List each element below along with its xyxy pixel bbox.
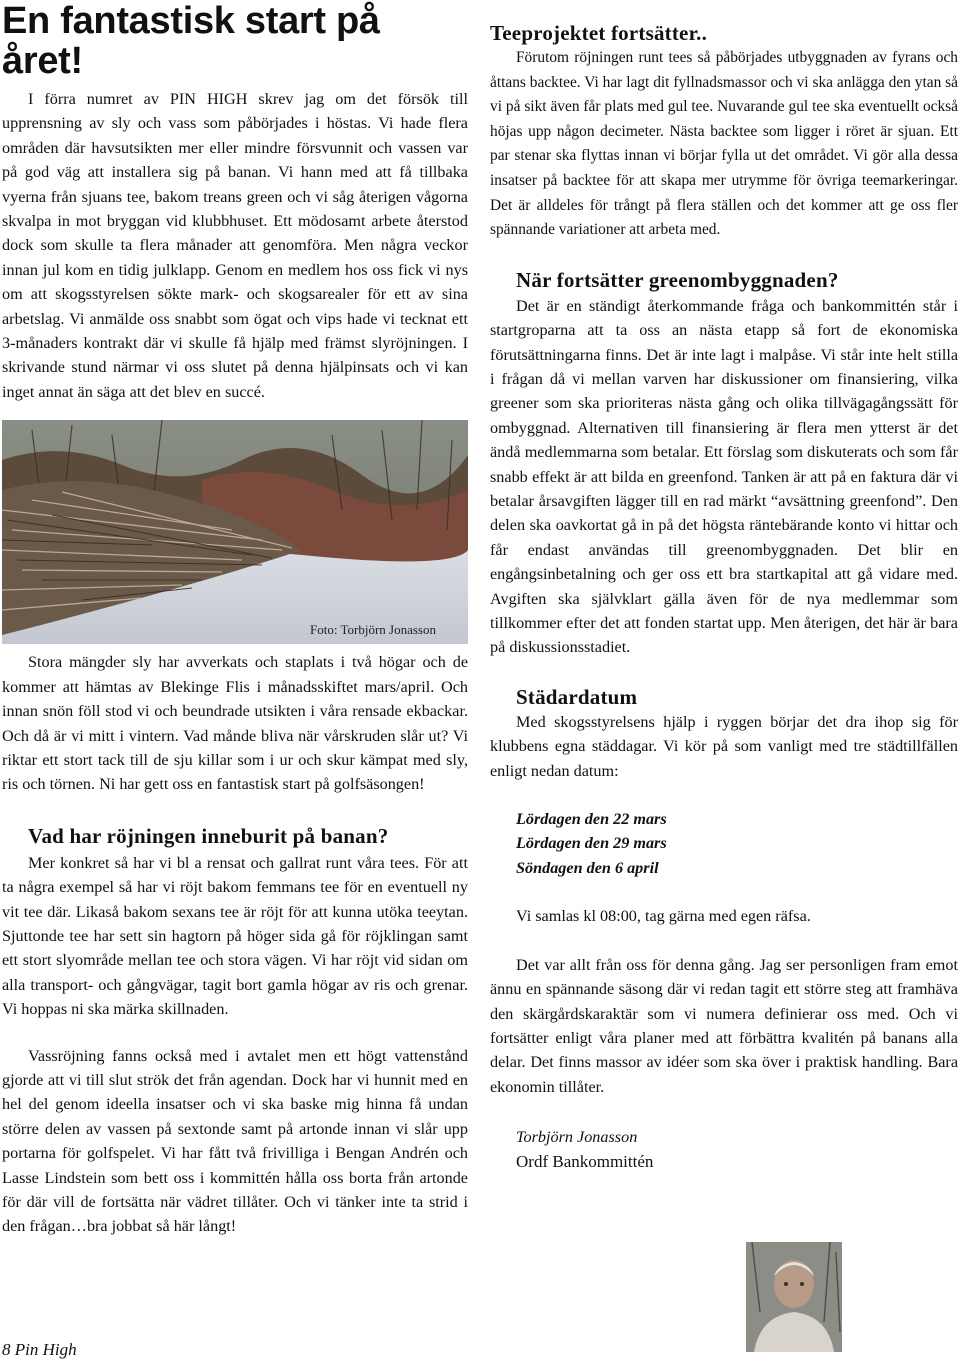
section-clearing-paragraph-1: Mer konkret så har vi bl a rensat och gallrat runt våra tees. För att ta några exempel så har vi röjt bakom femmans tee för en eventuell ny vit tee där. Likaså bakom sexans tee är röjt för att kunna utöka teeytan. Sjuttonde tee har sett sin hagtorn på höger sida gå för röjklingan samt ett stort slyområde mellan tee och stora vägen. Vi har röjt vid sidan om alla transport- och gångvägar, tagit bort gamla högar av ris och grenar. Vi hoppas ni ska märka skillnaden. bbox=[2, 853, 468, 1019]
closing-paragraph: Det var allt från oss för denna gång. Jag ser personligen fram emot ännu en spännande säsong där vi redan tagit ett större steg att framhäva den skärgårdskaraktär som vi numera definierar oss med. Och vi fortsätter enligt våra planer med att förbättra kvalitén på banans alla delar. Det finns massor av idéer som ska över i praktisk handling. Bara ekonomin tillåter. bbox=[490, 955, 958, 1096]
signature-block bbox=[490, 1125, 958, 1174]
section-tee-project-paragraph: Förutom röjningen runt tees så påbörjades utbyggnaden av fyrans och åttans backtee. Vi har lagt dit fyllnadsmassor och vi ska anlägga den ytan så vi på sikt även får plats med gul tee. Nuvarande gul tee ska eventuellt också höjas upp någon decimeter. Nästa backtee som ligger i röret är sjuan. Ett par stenar ska flyttas innan vi börjar fylla ut det området. Vi gör alla dessa insatser på backtee för att skapa mer utrymme för övriga teemarkeringar. Det är alldeles för trångt på flera ställen och det kommer att ge oss fler spännande variationer att arbeta med. bbox=[490, 49, 958, 239]
signature-title: Ordf Bankommittén bbox=[516, 1151, 654, 1171]
cleaning-date: Söndagen den 6 april bbox=[516, 858, 659, 877]
photo-credit: Foto: Torbjörn Jonasson bbox=[310, 622, 436, 638]
section-green-rebuild-paragraph: Det är en ständigt återkommande fråga och bankommittén står i startgroparna att ta oss an nästa etapp så fort de ekonomiska förutsättningarna finns. Det är inte lagt i malpåse. Vi står inte helt stilla i frågan då vi mellan varven har diskussioner om finansiering, vilka greener som ska prioriteras nästa gång och olika tillvägagångssätt för ombyggnad. Alternativen till finansiering är flera men ytterst är det ändå medlemmarna som betalar. Ett förslag som diskuterats och som får snabb effekt är att bilda en greenfond. Tanken är att på en faktura där vi betalar årsavgiften lägger till en rad märkt “avsättning greenfond”. Den delen ska oavkortat gå in på det högsta räntebärande konto vi hittar och får endast användas till greenombyggnaden. Det blir en engångsinbetalning och ger oss ett bra startkapital att gå vidare med. Avgiften ska självklart gälla även för de nya medlemmar som tillkommer efter det att fonden startat upp. Men återigen, det här är bara på diskussionsstadiet. bbox=[490, 296, 958, 657]
section-heading-green-rebuild: När fortsätter greenombyggnaden? bbox=[516, 267, 839, 292]
cleaning-date: Lördagen den 22 mars bbox=[516, 810, 667, 829]
brush-pile-image bbox=[2, 420, 468, 644]
brush-pile-photo bbox=[2, 420, 468, 644]
page-footer: 8 Pin High bbox=[2, 1340, 77, 1359]
section-heading-clearing: Vad har röjningen inneburit på banan? bbox=[28, 823, 389, 848]
author-portrait bbox=[746, 1242, 842, 1352]
cleaning-dates-list bbox=[490, 807, 958, 880]
meeting-time: Vi samlas kl 08:00, tag gärna med egen räfsa. bbox=[516, 907, 811, 926]
section-cleaning-paragraph: Med skogsstyrelsens hjälp i ryggen börjar det dra ihop sig för klubbens egna städdagar. Vi kör på som vanligt med tre städtillfällen enligt nedan datum: bbox=[490, 712, 958, 780]
cleaning-date: Lördagen den 29 mars bbox=[516, 834, 667, 853]
section-clearing-paragraph-2: Vassröjning fanns också med i avtalet men ett högt vattenstånd gjorde att vi till slut strök det från agendan. Dock har vi hunnit med en hel del genom ideella insatser och vi ska baske mig hinna få undan större delen av vassen på sextonde samt på artonde innan vi slår upp portarna för golfspelet. Vi har fått två frivilliga i Bengan Andrén och Lasse Lindstein som bett oss i kommittén hålla oss borta från artonde för där vill de fortsätta när vädret tillåter. Och vi tänker inte ta strid i den frågan…bra jobbat så här långt! bbox=[2, 1046, 468, 1236]
article-title: En fantastisk start på året! bbox=[2, 0, 380, 82]
intro-paragraph: I förra numret av PIN HIGH skrev jag om det försök till upprensning av sly och vass som påbörjades i höstas. Vi hade flera områden där havsutsikten mer eller mindre försvunnit och vassen var på god väg att installera sig på banan. Vi hann med att få tillbaka vyerna från sjuans tee, bakom treans green och vi såg återigen vågorna skvalpa in mot bryggan vid klubbhuset. Ett mödosamt arbete återstod dock som skulle ta flera månader att genomföra. Men några veckor innan jul kom en tidig julklapp. Genom en medlem hos oss fick vi nys om att skogsstyrelsen sökte mark- och skogsarealer för ett av sina arbetslag. Vi anmälde oss snabbt som ögat och vips hade vi tecknat ett 3-månaders kontrakt där vi skulle få hjälp med främst slyröjningen. I skrivande stund närmar vi oss slutet på denna hjälpinsats och vi kan inget annat än säga att det blev en succé. bbox=[2, 90, 468, 401]
right-column bbox=[490, 0, 958, 1174]
section-heading-cleaning-dates: Städardatum bbox=[516, 684, 638, 709]
section-heading-tee-project: Teeprojektet fortsätter.. bbox=[490, 21, 708, 45]
left-column bbox=[2, 0, 468, 1239]
signature-name: Torbjörn Jonasson bbox=[516, 1128, 638, 1147]
photo-caption: Stora mängder sly har avverkats och staplats i två högar och de kommer att hämtas av Blekinge Flis i månadsskiftet mars/april. Och innan snön föll stod vi och beundrade utsikten i våra rensade ekbackar. Och då är vi mitt i vintern. Vad månde bliva när vårskruden slår ut? Vi riktar ett stort tack till de sju killar som i ur och skur kämpat med sly, ris och törnen. Ni har gett oss en fantastisk start på golfsäsongen! bbox=[2, 653, 468, 794]
